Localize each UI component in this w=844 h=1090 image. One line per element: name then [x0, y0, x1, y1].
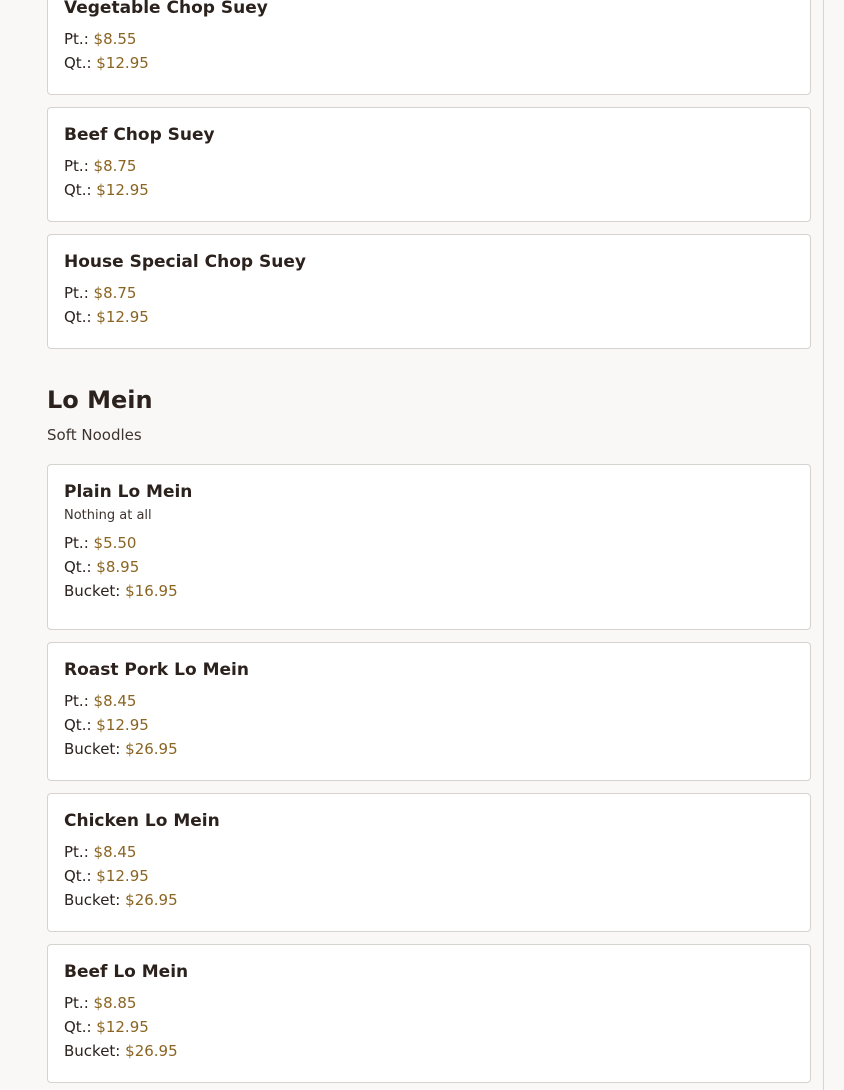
price-list	[64, 991, 794, 1063]
price-quart	[64, 555, 794, 579]
price-pint	[64, 281, 794, 305]
price-pint	[64, 689, 794, 713]
price-value: $8.85	[93, 994, 137, 1012]
price-label: Pt.:	[64, 994, 89, 1012]
price-bucket	[64, 737, 794, 761]
price-label: Qt.:	[64, 1018, 92, 1036]
price-value: $26.95	[125, 891, 178, 909]
price-list	[64, 689, 794, 761]
price-value: $8.55	[93, 30, 137, 48]
price-label: Bucket:	[64, 1042, 121, 1060]
price-value: $26.95	[125, 740, 178, 758]
price-list	[64, 281, 794, 329]
section-subtitle: Soft Noodles	[47, 426, 142, 444]
price-list	[64, 840, 794, 912]
menu-item-card	[47, 464, 811, 630]
item-name: Beef Lo Mein	[64, 962, 189, 982]
menu-item-card	[47, 793, 811, 932]
price-list	[64, 27, 794, 75]
price-label: Qt.:	[64, 867, 92, 885]
menu-item-card	[47, 234, 811, 349]
item-name: Chicken Lo Mein	[64, 811, 220, 831]
price-value: $12.95	[96, 181, 149, 199]
price-bucket	[64, 1039, 794, 1063]
item-name: Beef Chop Suey	[64, 125, 215, 145]
price-label: Pt.:	[64, 843, 89, 861]
price-bucket	[64, 888, 794, 912]
menu-item-card	[47, 944, 811, 1083]
price-quart	[64, 178, 794, 202]
menu-item-card	[47, 0, 811, 95]
item-name: Vegetable Chop Suey	[64, 0, 268, 18]
price-label: Bucket:	[64, 582, 121, 600]
price-value: $12.95	[96, 716, 149, 734]
price-value: $12.95	[96, 867, 149, 885]
price-pint	[64, 27, 794, 51]
price-value: $8.45	[93, 692, 137, 710]
price-label: Pt.:	[64, 30, 89, 48]
price-label: Pt.:	[64, 284, 89, 302]
price-label: Bucket:	[64, 891, 121, 909]
price-label: Bucket:	[64, 740, 121, 758]
price-value: $8.75	[93, 284, 137, 302]
price-list	[64, 531, 794, 603]
item-name: Plain Lo Mein	[64, 482, 193, 502]
item-name: Roast Pork Lo Mein	[64, 660, 249, 680]
price-value: $8.45	[93, 843, 137, 861]
price-value: $12.95	[96, 308, 149, 326]
item-description: Nothing at all	[64, 508, 152, 523]
price-quart	[64, 51, 794, 75]
price-pint	[64, 991, 794, 1015]
price-list	[64, 154, 794, 202]
price-value: $8.75	[93, 157, 137, 175]
price-label: Qt.:	[64, 54, 92, 72]
price-pint	[64, 154, 794, 178]
price-quart	[64, 713, 794, 737]
item-name: House Special Chop Suey	[64, 252, 306, 272]
price-value: $16.95	[125, 582, 178, 600]
price-pint	[64, 840, 794, 864]
price-label: Qt.:	[64, 716, 92, 734]
price-label: Pt.:	[64, 157, 89, 175]
price-bucket	[64, 579, 794, 603]
price-quart	[64, 305, 794, 329]
price-label: Pt.:	[64, 692, 89, 710]
price-label: Qt.:	[64, 558, 92, 576]
price-value: $12.95	[96, 1018, 149, 1036]
price-quart	[64, 1015, 794, 1039]
menu-item-card	[47, 642, 811, 781]
price-value: $8.95	[96, 558, 140, 576]
menu-item-card	[47, 107, 811, 222]
price-label: Qt.:	[64, 181, 92, 199]
price-pint	[64, 531, 794, 555]
price-label: Qt.:	[64, 308, 92, 326]
price-quart	[64, 864, 794, 888]
price-value: $26.95	[125, 1042, 178, 1060]
price-label: Pt.:	[64, 534, 89, 552]
price-value: $5.50	[93, 534, 137, 552]
section-title: Lo Mein	[47, 386, 153, 414]
price-value: $12.95	[96, 54, 149, 72]
